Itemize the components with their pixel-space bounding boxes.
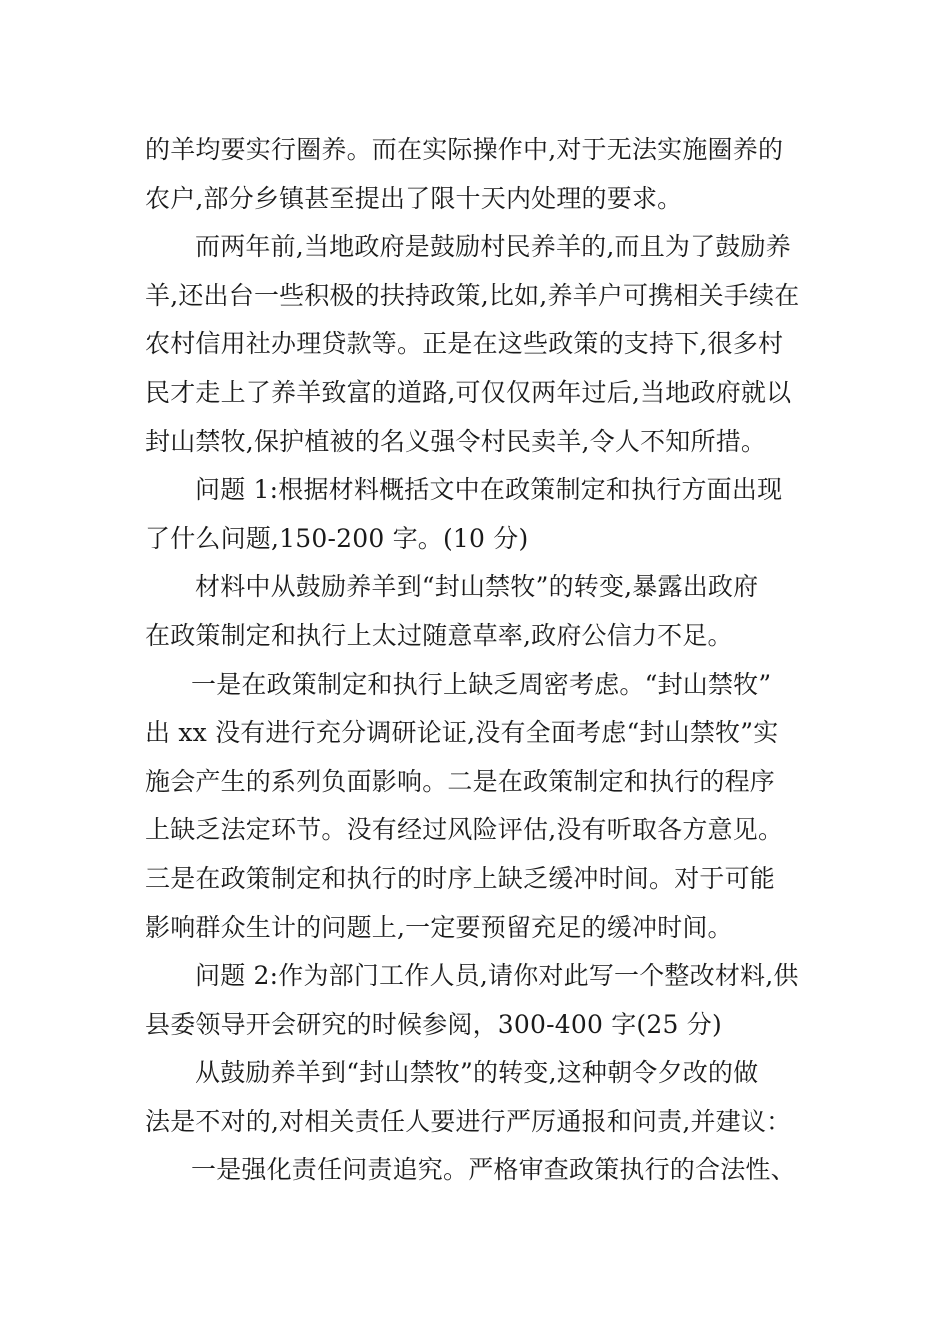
answer-2-intro <box>145 1049 810 1146</box>
text-line: 问题 2:作为部门工作人员,请你对此写一个整改材料,供 <box>195 961 799 991</box>
text-line: 而两年前,当地政府是鼓励村民养羊的,而且为了鼓励养 <box>195 232 791 262</box>
text-line: 封山禁牧,保护植被的名义强令村民卖羊,令人不知所措。 <box>145 426 767 456</box>
text-line: 在政策制定和执行上太过随意草率,政府公信力不足。 <box>145 620 733 650</box>
text-line: 材料中从鼓励养羊到“封山禁牧”的转变,暴露出政府 <box>195 572 759 602</box>
answer-1-intro <box>145 563 810 660</box>
text-line: 一是在政策制定和执行上缺乏周密考虑。“封山禁牧” <box>191 669 772 699</box>
text-line: 民才走上了养羊致富的道路,可仅仅两年过后,当地政府就以 <box>145 377 792 407</box>
paragraph-two-years-ago <box>145 223 810 466</box>
text-line: 三是在政策制定和执行的时序上缺乏缓冲时间。对于可能 <box>145 863 776 893</box>
answer-2-point-1 <box>145 1146 810 1195</box>
text-line: 上缺乏法定环节。没有经过风险评估,没有听取各方意见。 <box>145 815 784 845</box>
answer-1-points <box>145 661 810 953</box>
document-body <box>145 126 810 1195</box>
text-line: 出 xx 没有进行充分调研论证,没有全面考虑“封山禁牧”实 <box>145 718 779 748</box>
text-line: 施会产生的系列负面影响。二是在政策制定和执行的程序 <box>145 766 776 796</box>
question-2 <box>145 952 810 1049</box>
text-line: 一是强化责任问责追究。严格审查政策执行的合法性、 <box>191 1155 796 1185</box>
text-line: 问题 1:根据材料概括文中在政策制定和执行方面出现 <box>195 475 783 505</box>
text-line: 县委领导开会研究的时候参阅，300-400 字(25 分) <box>145 1009 722 1039</box>
text-line: 羊,还出台一些积极的扶持政策,比如,养羊户可携相关手续在 <box>145 280 800 310</box>
text-line: 的羊均要实行圈养。而在实际操作中,对于无法实施圈养的 <box>145 135 784 164</box>
text-line: 影响群众生计的问题上,一定要预留充足的缓冲时间。 <box>145 912 733 942</box>
text-line: 法是不对的,对相关责任人要进行严厉通报和问责,并建议： <box>145 1106 792 1136</box>
text-line: 了什么问题,150-200 字。(10 分) <box>145 523 529 553</box>
text-line: 从鼓励养羊到“封山禁牧”的转变,这种朝令夕改的做 <box>195 1058 759 1088</box>
paragraph-circle-raising-requirement <box>145 126 810 223</box>
text-line: 农村信用社办理贷款等。正是在这些政策的支持下,很多村 <box>145 329 784 359</box>
question-1 <box>145 466 810 563</box>
text-line: 农户,部分乡镇甚至提出了限十天内处理的要求。 <box>145 183 683 213</box>
